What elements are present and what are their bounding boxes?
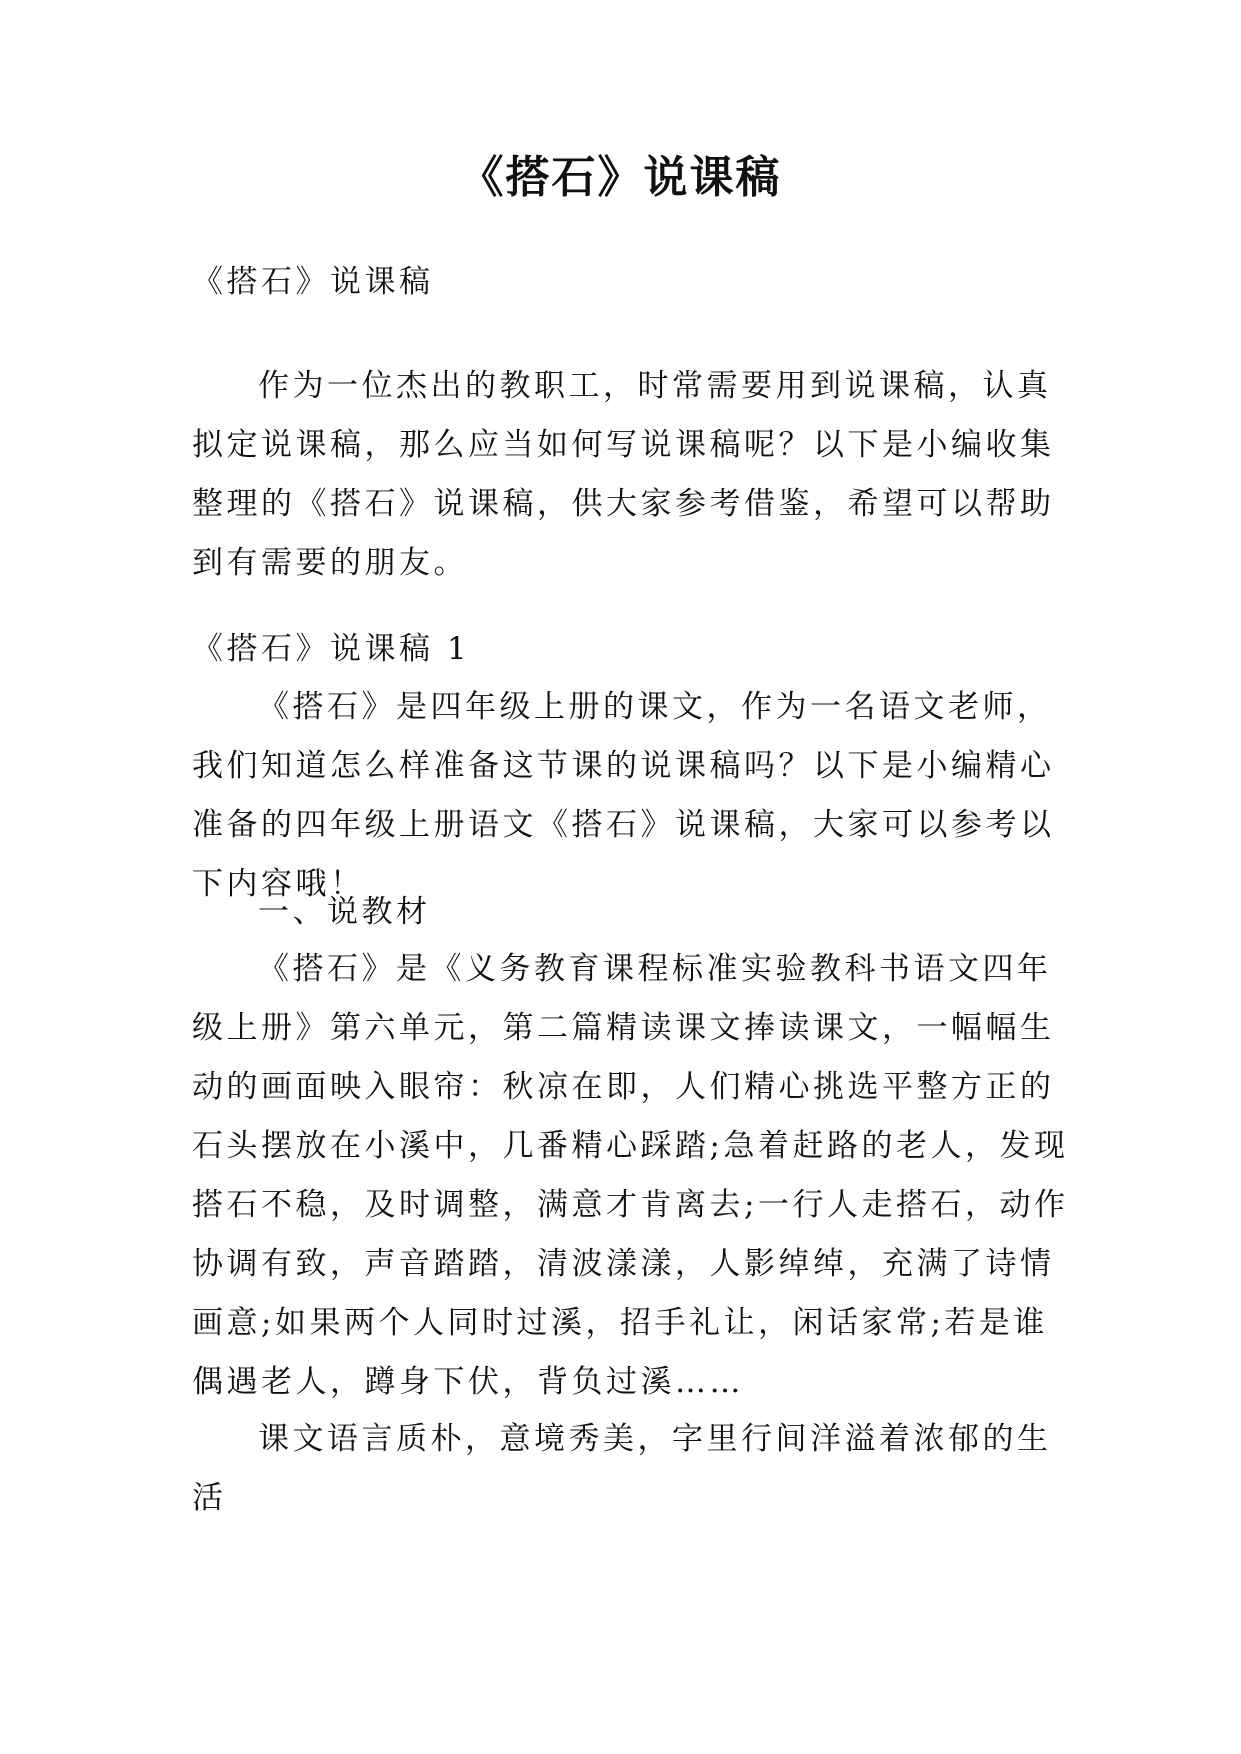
- document-subtitle: 《搭石》说课稿: [192, 264, 434, 300]
- section1-paragraph: 《搭石》是四年级上册的课文，作为一名语文老师，我们知道怎么样准备这节课的说课稿吗？以下是小编精心准备的四年级上册语文《搭石》说课稿，大家可以参考以下内容哦！: [192, 689, 1055, 902]
- part1-paragraph-1: 《搭石》是《义务教育课程标准实验教科书语文四年级上册》第六单元，第二篇精读课文捧读课文，一幅幅生动的画面映入眼帘：秋凉在即，人们精心挑选平整方正的石头摆放在小溪中，几番精心踩踏;急着赶路的老人，发现搭石不稳，及时调整，满意才肯离去;一行人走搭石，动作协调有致，声音踏踏，清波漾漾，人影绰绰，充满了诗情画意;如果两个人同时过溪，招手礼让，闲话家常;若是谁偶遇老人，蹲身下伏，背负过溪……: [192, 951, 1069, 1400]
- page-title: 《搭石》说课稿: [459, 152, 782, 203]
- intro-paragraph: 作为一位杰出的教职工，时常需要用到说课稿，认真拟定说课稿，那么应当如何写说课稿呢？以下是小编收集整理的《搭石》说课稿，供大家参考借鉴，希望可以帮助到有需要的朋友。: [192, 368, 1055, 581]
- section-heading-1: 《搭石》说课稿 1: [192, 631, 471, 667]
- part1-heading: 一、说教材: [258, 894, 431, 930]
- part1-paragraph-2: 课文语言质朴，意境秀美，字里行间洋溢着浓郁的生活: [192, 1421, 1052, 1516]
